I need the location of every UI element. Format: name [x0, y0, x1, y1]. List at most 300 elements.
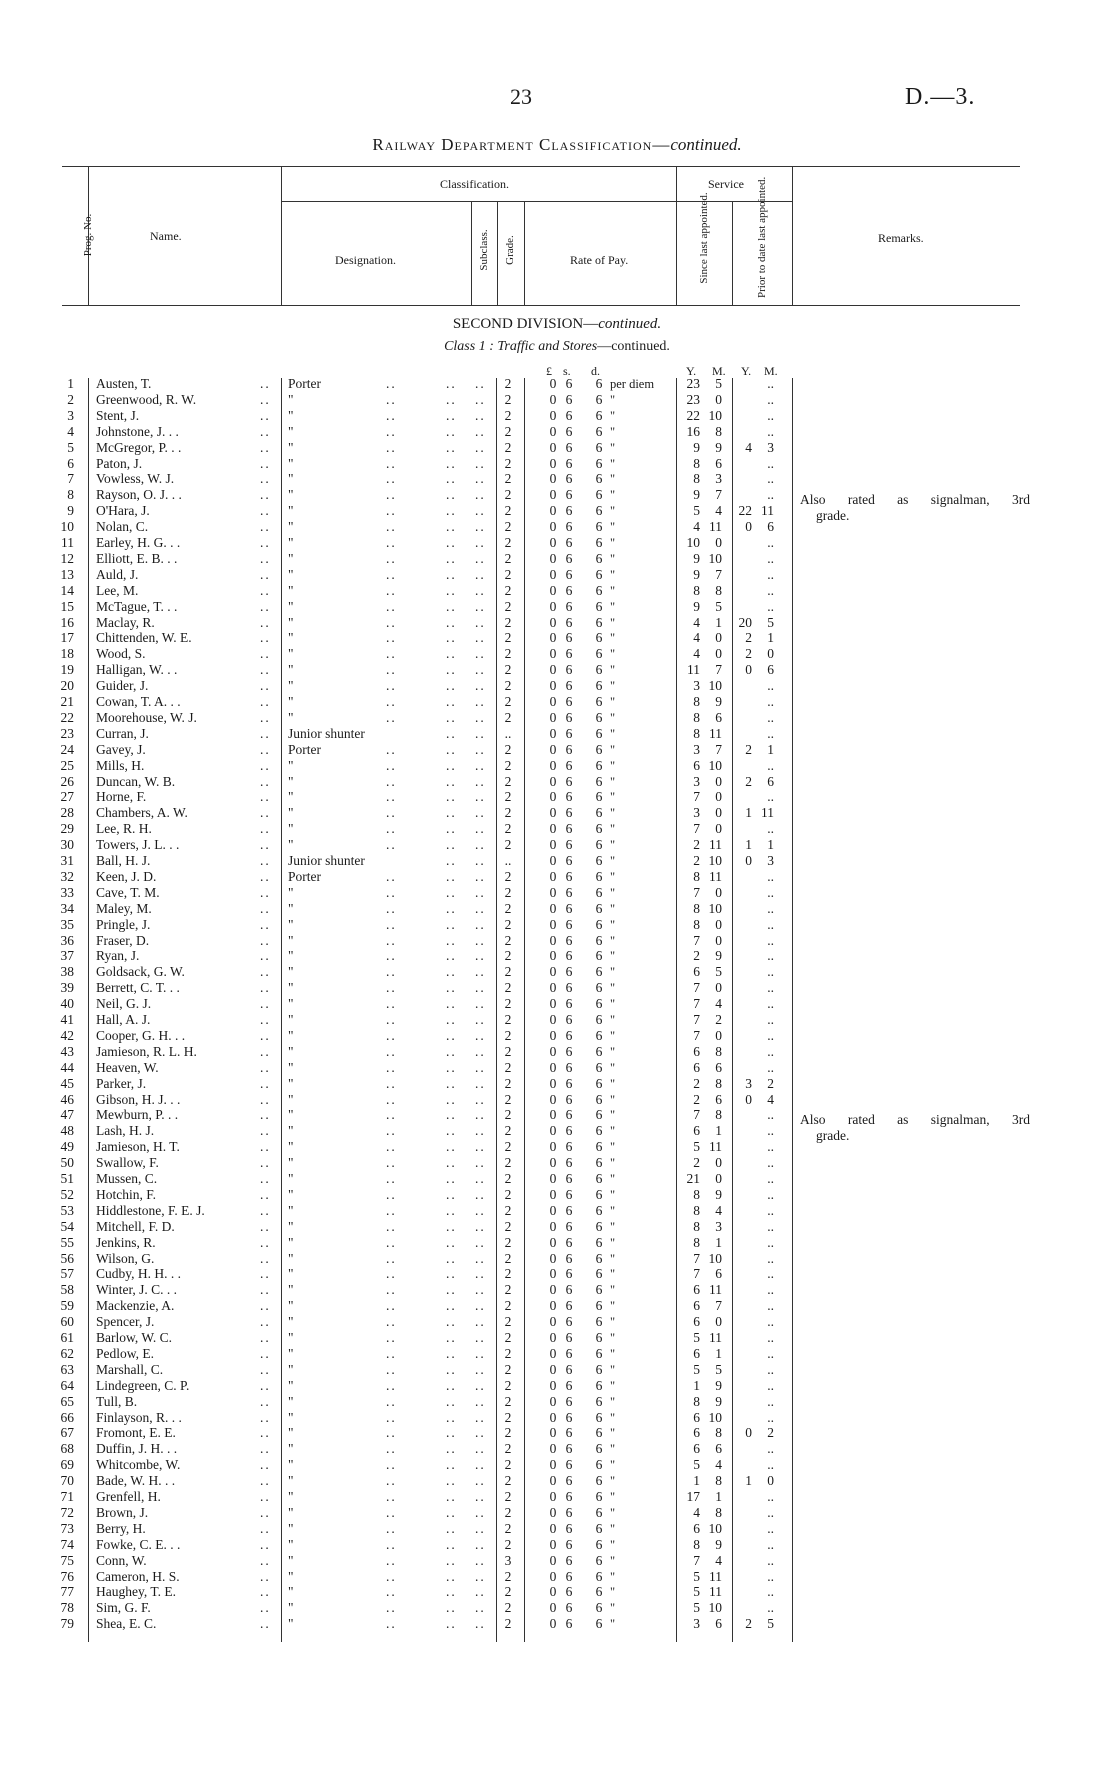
service-since-years: 6 [693, 1520, 700, 1536]
service-prior-months: .. [767, 1155, 774, 1171]
designation: " [288, 1059, 294, 1075]
leader-dots: .. [446, 916, 457, 932]
header-remarks: Remarks. [878, 231, 924, 245]
service-since-months: 1 [715, 1345, 722, 1361]
pay-period: " [610, 1203, 616, 1218]
designation: " [288, 535, 294, 550]
subsection-name: Traffic and Stores [497, 339, 598, 354]
service-since-months: 0 [715, 535, 722, 550]
leader-dots: .. [260, 1489, 271, 1504]
service-prior-months: .. [767, 948, 774, 964]
pay-pounds: 0 [549, 1457, 557, 1473]
leader-dots: .. [446, 566, 457, 582]
service-since-months: 4 [715, 1457, 722, 1473]
service-since-months: 6 [715, 1091, 722, 1107]
leader-dots: .. [446, 1059, 457, 1075]
table-row [0, 646, 1114, 662]
service-prior-years: 0 [745, 662, 752, 678]
pay-pounds: 0 [549, 1155, 557, 1171]
service-since-months: 7 [715, 662, 722, 678]
grade: 2 [504, 932, 512, 948]
designation: " [288, 455, 294, 471]
leader-dots: .. [475, 1600, 486, 1616]
pay-shillings: 6 [565, 1107, 573, 1123]
service-prior-months: .. [767, 1584, 774, 1600]
header-designation: Designation. [335, 253, 396, 267]
employee-name: Hotchin, F. [96, 1186, 157, 1202]
service-since-years: 8 [693, 1536, 700, 1552]
employee-name: Sim, G. F. [96, 1600, 151, 1616]
service-since-years: 3 [693, 805, 700, 821]
employee-name: Duncan, W. B. [96, 773, 176, 789]
pay-period: " [610, 551, 616, 566]
service-since-months: 10 [708, 1250, 722, 1266]
leader-dots: .. [260, 614, 271, 630]
table-row [0, 774, 1114, 790]
row-number: 46 [60, 1091, 74, 1107]
pay-pounds: 0 [549, 678, 557, 694]
employee-name: Elliott, E. B. . . [96, 550, 178, 566]
employee-name: Fowke, C. E. . . [96, 1536, 181, 1552]
leader-dots: .. [260, 773, 271, 789]
pay-pounds: 0 [549, 725, 557, 741]
leader-dots: .. [475, 1043, 486, 1059]
leader-dots: .. [446, 376, 457, 391]
table-row [0, 742, 1114, 758]
designation: Junior shunter [288, 725, 365, 741]
pay-shillings: 6 [565, 709, 573, 725]
table-row [0, 662, 1114, 678]
grade: 2 [504, 1298, 512, 1314]
pay-pence: 6 [595, 1155, 603, 1171]
service-prior-months: .. [767, 1520, 774, 1536]
leader-dots: .. [386, 471, 397, 487]
service-since-months: 9 [715, 694, 722, 709]
pay-shillings: 6 [565, 1266, 573, 1282]
pay-shillings: 6 [565, 805, 573, 821]
pay-shillings: 6 [565, 980, 573, 996]
pay-shillings: 6 [565, 439, 573, 455]
row-number: 52 [60, 1186, 74, 1202]
service-prior-years: 22 [738, 503, 752, 519]
leader-dots: .. [475, 455, 486, 471]
employee-name: Cowan, T. A. . . [96, 694, 181, 709]
service-since-months: 6 [715, 1441, 722, 1457]
leader-dots: .. [475, 1409, 486, 1425]
grade: 2 [504, 1043, 512, 1059]
pay-pence: 6 [595, 1393, 603, 1409]
leader-dots: .. [446, 996, 457, 1012]
leader-dots: .. [386, 566, 397, 582]
pay-period: " [610, 1426, 616, 1441]
service-prior-months: .. [767, 900, 774, 916]
employee-name: Mackenzie, A. [96, 1298, 175, 1314]
leader-dots: .. [260, 1075, 271, 1091]
pay-pence: 6 [595, 519, 603, 535]
row-number: 11 [61, 535, 74, 550]
pay-pence: 6 [595, 694, 603, 709]
grade: 2 [504, 550, 512, 566]
leader-dots: .. [475, 662, 486, 678]
row-number: 17 [60, 630, 74, 646]
grade: 2 [504, 630, 512, 646]
service-prior-months: 6 [767, 519, 774, 535]
service-since-years: 5 [693, 1330, 700, 1345]
pay-shillings: 6 [565, 741, 573, 757]
leader-dots: .. [260, 1536, 271, 1552]
leader-dots: .. [386, 1489, 397, 1504]
employee-name: Pringle, J. [96, 916, 151, 932]
leader-dots: .. [475, 1473, 486, 1489]
designation: " [288, 1218, 294, 1234]
service-since-months: 10 [708, 900, 722, 916]
pay-pounds: 0 [549, 1489, 557, 1504]
grade: 2 [504, 487, 512, 503]
grade: 2 [504, 1361, 512, 1377]
service-prior-months: .. [767, 980, 774, 996]
designation: " [288, 932, 294, 948]
pay-pence: 6 [595, 1012, 603, 1027]
service-prior-months: .. [767, 725, 774, 741]
pay-period: per diem [610, 377, 655, 391]
pay-pence: 6 [595, 614, 603, 630]
service-prior-months: .. [767, 1218, 774, 1234]
table-row [0, 1266, 1114, 1282]
leader-dots: .. [446, 1186, 457, 1202]
pay-period: " [610, 981, 616, 996]
row-number: 74 [60, 1536, 74, 1552]
row-number: 53 [60, 1202, 74, 1218]
pay-pounds: 0 [549, 1012, 557, 1027]
service-since-years: 6 [693, 1441, 700, 1457]
pay-period: " [610, 1092, 616, 1107]
pay-pence: 6 [595, 932, 603, 948]
leader-dots: .. [446, 614, 457, 630]
table-row [0, 1616, 1114, 1632]
pay-pence: 6 [595, 439, 603, 455]
pay-pounds: 0 [549, 423, 557, 439]
table-row [0, 1044, 1114, 1060]
pay-period: " [610, 1362, 616, 1377]
leader-dots: .. [386, 1425, 397, 1441]
designation: " [288, 550, 294, 566]
leader-dots: .. [386, 1075, 397, 1091]
grade: 2 [504, 773, 512, 789]
service-since-months: 8 [715, 1075, 722, 1091]
service-since-years: 6 [693, 1282, 700, 1298]
table-row [0, 1394, 1114, 1410]
table-row [0, 1346, 1114, 1362]
designation: " [288, 900, 294, 916]
table-row [0, 1076, 1114, 1092]
pay-pence: 6 [595, 1139, 603, 1155]
grade: 2 [504, 1186, 512, 1202]
pay-period: " [610, 774, 616, 789]
leader-dots: .. [386, 1012, 397, 1027]
employee-name: Haughey, T. E. [96, 1584, 176, 1600]
row-number: 35 [60, 916, 74, 932]
grade: 2 [504, 1330, 512, 1345]
leader-dots: .. [386, 1600, 397, 1616]
table-row [0, 1187, 1114, 1203]
leader-dots: .. [446, 948, 457, 964]
designation: " [288, 1393, 294, 1409]
header-service: Service [708, 177, 744, 191]
leader-dots: .. [475, 1123, 486, 1139]
pay-pounds: 0 [549, 1361, 557, 1377]
leader-dots: .. [446, 1457, 457, 1473]
table-row [0, 1203, 1114, 1219]
employee-name: Barlow, W. C. [96, 1330, 173, 1345]
service-since-months: 1 [715, 1123, 722, 1139]
table-row [0, 1235, 1114, 1251]
service-since-years: 7 [693, 1266, 700, 1282]
leader-dots: .. [475, 439, 486, 455]
employee-name: Maclay, R. [96, 614, 155, 630]
leader-dots: .. [386, 614, 397, 630]
service-since-years: 6 [693, 1298, 700, 1314]
pay-pence: 6 [595, 805, 603, 821]
service-since-years: 9 [693, 487, 700, 503]
designation: " [288, 519, 294, 535]
pay-shillings: 6 [565, 1504, 573, 1520]
leader-dots: .. [446, 1393, 457, 1409]
grade: 2 [504, 1075, 512, 1091]
leader-dots: .. [446, 1330, 457, 1345]
employee-name: Ryan, J. [96, 948, 140, 964]
leader-dots: .. [260, 1186, 271, 1202]
pay-shillings: 6 [565, 1377, 573, 1393]
unit-shilling: s. [563, 364, 571, 378]
pay-pounds: 0 [549, 1520, 557, 1536]
pay-pence: 6 [595, 550, 603, 566]
service-since-months: 8 [715, 423, 722, 439]
service-since-years: 7 [693, 932, 700, 948]
employee-name: Austen, T. [96, 376, 152, 391]
pay-pence: 6 [595, 391, 603, 407]
grade: 2 [504, 1107, 512, 1123]
grade: 2 [504, 391, 512, 407]
leader-dots: .. [386, 1441, 397, 1457]
pay-period: " [610, 1505, 616, 1520]
service-since-months: 10 [708, 1520, 722, 1536]
employee-name: Duffin, J. H. . . [96, 1441, 178, 1457]
leader-dots: .. [386, 980, 397, 996]
pay-pounds: 0 [549, 630, 557, 646]
service-since-years: 8 [693, 1234, 700, 1250]
leader-dots: .. [386, 439, 397, 455]
row-number: 8 [67, 487, 74, 503]
leader-dots: .. [260, 503, 271, 519]
service-prior-months: 0 [767, 1473, 774, 1489]
service-prior-months: .. [767, 1186, 774, 1202]
service-since-months: 9 [715, 948, 722, 964]
pay-shillings: 6 [565, 1139, 573, 1155]
leader-dots: .. [475, 694, 486, 709]
service-since-months: 11 [709, 837, 722, 853]
pay-pounds: 0 [549, 1075, 557, 1091]
pay-pounds: 0 [549, 1171, 557, 1186]
leader-dots: .. [475, 1139, 486, 1155]
row-number: 62 [60, 1345, 74, 1361]
pay-shillings: 6 [565, 535, 573, 550]
pay-period: " [610, 917, 616, 932]
grade: 2 [504, 948, 512, 964]
leader-dots: .. [260, 1330, 271, 1345]
leader-dots: .. [446, 964, 457, 980]
row-number: 13 [60, 566, 74, 582]
row-number: 65 [60, 1393, 74, 1409]
pay-shillings: 6 [565, 1584, 573, 1600]
leader-dots: .. [386, 709, 397, 725]
service-since-years: 2 [693, 1155, 700, 1171]
service-since-years: 4 [693, 614, 700, 630]
row-number: 67 [60, 1425, 74, 1441]
pay-shillings: 6 [565, 916, 573, 932]
leader-dots: .. [386, 1059, 397, 1075]
row-number: 73 [60, 1520, 74, 1536]
page-number: 23 [510, 84, 532, 109]
leader-dots: .. [386, 741, 397, 757]
leader-dots: .. [386, 1409, 397, 1425]
service-since-months: 10 [708, 853, 722, 868]
table-row [0, 710, 1114, 726]
remark-line: grade. [816, 1128, 850, 1143]
service-since-months: 5 [715, 598, 722, 614]
designation: " [288, 757, 294, 773]
row-number: 66 [60, 1409, 74, 1425]
leader-dots: .. [386, 932, 397, 948]
pay-pence: 6 [595, 916, 603, 932]
row-number: 9 [67, 503, 74, 519]
pay-period: " [610, 901, 616, 916]
leader-dots: .. [260, 741, 271, 757]
row-number: 28 [60, 805, 74, 821]
pay-period: " [610, 1187, 616, 1202]
pay-pence: 6 [595, 1171, 603, 1186]
designation: " [288, 1171, 294, 1186]
pay-shillings: 6 [565, 630, 573, 646]
pay-pounds: 0 [549, 916, 557, 932]
pay-shillings: 6 [565, 1393, 573, 1409]
grade: 2 [504, 821, 512, 837]
pay-pounds: 0 [549, 455, 557, 471]
row-number: 21 [60, 694, 74, 709]
service-prior-years: 3 [745, 1075, 752, 1091]
leader-dots: .. [475, 503, 486, 519]
pay-shillings: 6 [565, 1059, 573, 1075]
grade: 2 [504, 1520, 512, 1536]
pay-pence: 6 [595, 582, 603, 598]
leader-dots: .. [386, 916, 397, 932]
pay-period: " [610, 536, 616, 550]
leader-dots: .. [386, 550, 397, 566]
employee-name: Tull, B. [96, 1393, 138, 1409]
leader-dots: .. [260, 1282, 271, 1298]
grade: 2 [504, 789, 512, 805]
leader-dots: .. [475, 1345, 486, 1361]
leader-dots: .. [260, 1600, 271, 1616]
grade: 2 [504, 1266, 512, 1282]
pay-period: " [610, 1060, 616, 1075]
service-prior-months: 1 [767, 741, 774, 757]
pay-pence: 6 [595, 709, 603, 725]
grade: 2 [504, 1568, 512, 1584]
service-since-years: 9 [693, 550, 700, 566]
service-since-months: 11 [709, 725, 722, 741]
service-prior-months: 6 [767, 773, 774, 789]
employee-name: Halligan, W. . . [96, 662, 178, 678]
pay-pence: 6 [595, 1473, 603, 1489]
row-number: 77 [60, 1584, 74, 1600]
table-row [0, 789, 1114, 805]
employee-name: Auld, J. [96, 566, 139, 582]
leader-dots: .. [446, 741, 457, 757]
grade: 2 [504, 1393, 512, 1409]
pay-pence: 6 [595, 1186, 603, 1202]
grade: 2 [504, 1473, 512, 1489]
pay-pounds: 0 [549, 1298, 557, 1314]
service-prior-months: .. [767, 1043, 774, 1059]
leader-dots: .. [386, 1568, 397, 1584]
pay-pence: 6 [595, 1377, 603, 1393]
service-since-months: 10 [708, 550, 722, 566]
service-since-years: 8 [693, 916, 700, 932]
leader-dots: .. [446, 646, 457, 662]
pay-pounds: 0 [549, 487, 557, 503]
pay-pounds: 0 [549, 789, 557, 805]
table-row [0, 1155, 1114, 1171]
grade: 2 [504, 407, 512, 423]
leader-dots: .. [446, 598, 457, 614]
pay-pounds: 0 [549, 391, 557, 407]
pay-pence: 6 [595, 1345, 603, 1361]
leader-dots: .. [386, 1330, 397, 1345]
leader-dots: .. [446, 519, 457, 535]
leader-dots: .. [446, 662, 457, 678]
table-row [0, 456, 1114, 472]
leader-dots: .. [475, 582, 486, 598]
pay-pence: 6 [595, 1298, 603, 1314]
row-number: 15 [60, 598, 74, 614]
leader-dots: .. [475, 1107, 486, 1123]
service-prior-months: .. [767, 1409, 774, 1425]
pay-period: " [610, 806, 616, 821]
leader-dots: .. [475, 741, 486, 757]
pay-pounds: 0 [549, 757, 557, 773]
leader-dots: .. [260, 1616, 271, 1632]
service-since-years: 7 [693, 1107, 700, 1123]
pay-pence: 6 [595, 1202, 603, 1218]
designation: " [288, 662, 294, 678]
pay-pounds: 0 [549, 868, 557, 884]
leader-dots: .. [260, 1155, 271, 1171]
service-prior-months: .. [767, 1202, 774, 1218]
leader-dots: .. [446, 1155, 457, 1171]
pay-pounds: 0 [549, 741, 557, 757]
pay-pence: 6 [595, 1266, 603, 1282]
pay-shillings: 6 [565, 519, 573, 535]
service-prior-years: 2 [745, 773, 752, 789]
unit-years-prior: Y. [741, 364, 752, 378]
leader-dots: .. [475, 980, 486, 996]
service-since-years: 7 [693, 1012, 700, 1027]
service-since-years: 7 [693, 821, 700, 837]
service-prior-months: 5 [767, 614, 774, 630]
page-title [0, 135, 1114, 155]
pay-pence: 6 [595, 1107, 603, 1123]
pay-shillings: 6 [565, 1441, 573, 1457]
